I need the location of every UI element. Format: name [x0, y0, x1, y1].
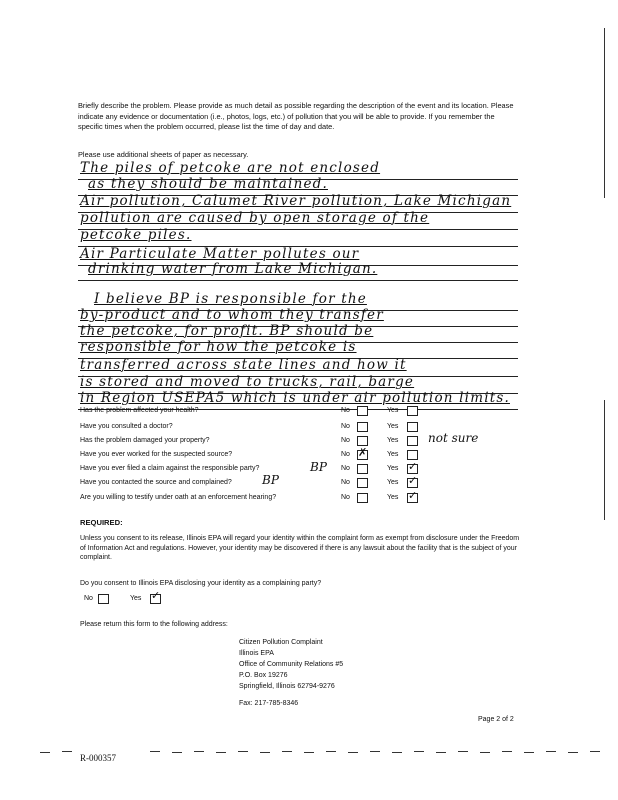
yes-label: Yes [387, 465, 399, 472]
yes-checkbox[interactable] [407, 406, 418, 416]
no-label: No [341, 479, 350, 486]
handwritten-line: Air pollution, Calumet River pollution, Lake Michigan [80, 193, 512, 209]
dash-segment [392, 752, 402, 753]
question-text: Has the problem damaged your property? [80, 437, 210, 444]
dash-segment [502, 751, 512, 752]
no-checkbox[interactable] [357, 422, 368, 432]
question-text: Have you consulted a doctor? [80, 423, 173, 430]
dash-segment [436, 752, 446, 753]
handwritten-annotation: BP [262, 473, 279, 487]
question-text: Are you willing to testify under oath at an enforcement hearing? [80, 494, 277, 501]
consent-yes-check-mark: ✓ [151, 589, 161, 602]
handwritten-line: is stored and moved to trucks, rail, barge [80, 374, 415, 390]
scan-edge-line [604, 28, 605, 198]
dash-segment [414, 751, 424, 752]
handwritten-line: pollution are caused by open storage of the [80, 210, 430, 226]
no-label: No [341, 437, 350, 444]
yes-check-mark: ✓ [408, 489, 418, 502]
dash-segment [326, 751, 336, 752]
identity-disclosure-paragraph: Unless you consent to its release, Illinois EPA will regard your identity within the complaint form as exempt from disclosure under the Freedom of Information Act and regulations. However, your identity may be discovered if there is any lawsuit about the facility that is the subject of your complaint. [80, 535, 520, 561]
yes-label: Yes [387, 423, 399, 430]
address-line: Illinois EPA [239, 650, 274, 657]
dash-segment [172, 752, 182, 753]
question-text: Has the problem affected your health? [80, 407, 199, 414]
no-label: No [341, 423, 350, 430]
dash-segment [590, 751, 600, 752]
scan-edge-line-lower [604, 400, 605, 520]
consent-yes-label: Yes [130, 595, 142, 602]
additional-sheets-note: Please use additional sheets of paper as necessary. [78, 150, 249, 159]
yes-label: Yes [387, 494, 399, 501]
no-checkbox[interactable] [357, 464, 368, 474]
handwritten-line: Air Particulate Matter pollutes our [80, 246, 360, 262]
yes-label: Yes [387, 451, 399, 458]
address-line: Office of Community Relations #5 [239, 661, 344, 668]
yes-checkbox[interactable] [407, 436, 418, 446]
dash-segment [194, 751, 204, 752]
return-instruction: Please return this form to the following address: [80, 621, 228, 628]
yes-label: Yes [387, 437, 399, 444]
bates-number: R-000357 [80, 753, 116, 763]
dash-segment [150, 751, 160, 752]
handwritten-line: the petcoke, for profit. BP should be [80, 323, 374, 339]
consent-no-label: No [84, 595, 93, 602]
yes-check-mark: ✓ [408, 460, 418, 473]
fax-number: Fax: 217-785-8346 [239, 700, 299, 707]
dash-segment [524, 752, 534, 753]
page-number: Page 2 of 2 [478, 716, 514, 723]
dash-segment [216, 752, 226, 753]
consent-question: Do you consent to Illinois EPA disclosing your identity as a complaining party? [80, 580, 322, 587]
no-checkbox[interactable] [357, 406, 368, 416]
handwritten-annotation: not sure [428, 431, 479, 445]
no-label: No [341, 465, 350, 472]
dash-segment [304, 752, 314, 753]
question-text: Have you contacted the source and complained? [80, 479, 232, 486]
dash-segment [260, 752, 270, 753]
no-cross-mark: ✗ [358, 446, 368, 459]
dash-segment [546, 751, 556, 752]
address-line: P.O. Box 19276 [239, 672, 288, 679]
address-line: Springfield, Illinois 62794-9276 [239, 683, 335, 690]
no-checkbox[interactable] [357, 436, 368, 446]
handwritten-line: The piles of petcoke are not enclosed [80, 160, 381, 176]
yes-checkbox[interactable] [407, 422, 418, 432]
yes-label: Yes [387, 479, 399, 486]
handwritten-line: as they should be maintained. [88, 176, 328, 192]
no-label: No [341, 407, 350, 414]
dash-segment [238, 751, 248, 752]
handwritten-line: drinking water from Lake Michigan. [88, 261, 378, 277]
handwritten-annotation: BP [310, 460, 327, 474]
no-checkbox[interactable] [357, 478, 368, 488]
handwritten-line: petcoke piles. [80, 227, 192, 243]
no-label: No [341, 451, 350, 458]
no-checkbox[interactable] [357, 493, 368, 503]
consent-no-checkbox[interactable] [98, 594, 109, 604]
question-text: Have you ever filed a claim against the responsible party? [80, 465, 260, 472]
dash-segment [370, 751, 380, 752]
dash-segment [568, 752, 578, 753]
handwritten-line: in Region USEPA5 which is under air pollution limits. [80, 390, 510, 406]
yes-check-mark: ✓ [408, 474, 418, 487]
handwritten-line: transferred across state lines and how it [80, 357, 407, 373]
dash-segment [282, 751, 292, 752]
dash-segment [458, 751, 468, 752]
required-heading: REQUIRED: [80, 518, 123, 527]
problem-description-instructions: Briefly describe the problem. Please provide as much detail as possible regarding the description of the event and its location. Please indicate any evidence or documentation (i.e., photos, logs, etc.) of pollution that you will be able to provide. If you remember the specific times when the problem occurred, please list the time of day and date. [78, 101, 514, 132]
question-text: Have you ever worked for the suspected source? [80, 451, 233, 458]
handwritten-line: I believe BP is responsible for the [94, 291, 367, 307]
handwritten-line: responsible for how the petcoke is [80, 339, 357, 355]
no-label: No [341, 494, 350, 501]
address-line: Citizen Pollution Complaint [239, 639, 323, 646]
handwritten-line: by-product and to whom they transfer [80, 307, 384, 323]
yes-label: Yes [387, 407, 399, 414]
dash-segment [348, 752, 358, 753]
dash-segment [480, 752, 490, 753]
yes-checkbox[interactable] [407, 450, 418, 460]
dash-segment [62, 751, 72, 752]
dash-segment [40, 752, 50, 753]
